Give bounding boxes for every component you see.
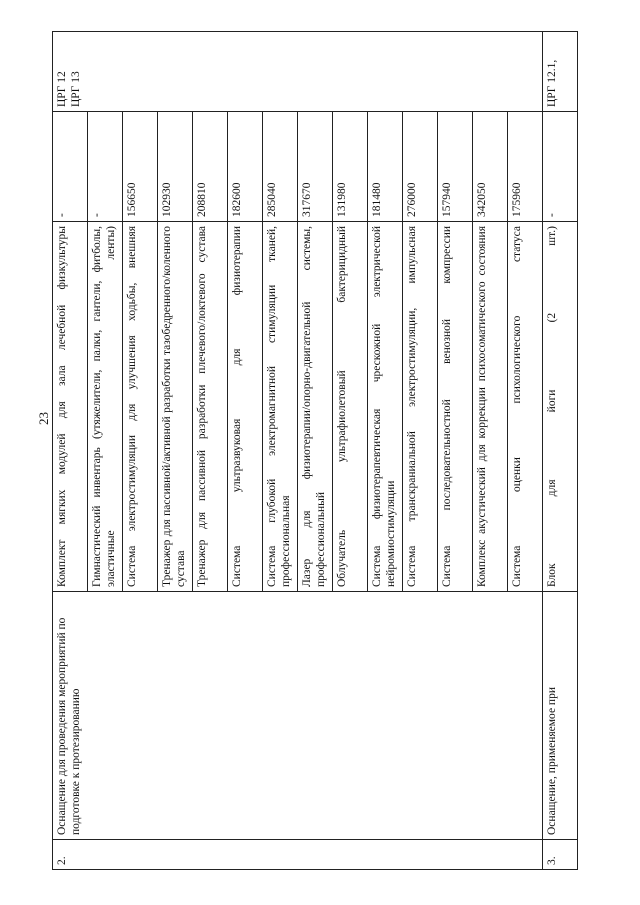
equipment-value: 181480: [368, 112, 403, 222]
equipment-value: 175960: [508, 112, 543, 222]
section-number: 3.: [543, 840, 578, 870]
equipment-value: 285040: [263, 112, 298, 222]
equipment-table: [52, 31, 578, 870]
equipment-value: 208810: [193, 112, 228, 222]
equipment-name: Лазер для физиотерапии/опорно-двигательной системы, профессиональный: [298, 222, 333, 592]
equipment-name: Гимнастический инвентарь (утяжелители, палки, гантели, фитболы, эластичные ленты): [88, 222, 123, 592]
equipment-value: -: [53, 112, 88, 222]
page-number: 23: [36, 412, 51, 425]
equipment-value: 182600: [228, 112, 263, 222]
equipment-name: Блок для йоги (2 шт.): [543, 222, 578, 592]
equipment-name: Облучатель ультрафиолетовый бактерицидный: [333, 222, 368, 592]
equipment-name: Комплекс акустический для коррекции психосоматического состояния: [473, 222, 508, 592]
equipment-name: Комплект мягких модулей для зала лечебной физкультуры: [53, 222, 88, 592]
equipment-value: 156650: [123, 112, 158, 222]
equipment-value: -: [88, 112, 123, 222]
section-number: 2.: [53, 840, 543, 870]
table-row: [53, 32, 88, 870]
equipment-name: Система электростимуляции для улучшения ходьбы, внешняя: [123, 222, 158, 592]
section-title: Оснащение, применяемое при: [543, 592, 578, 840]
equipment-value: 342050: [473, 112, 508, 222]
equipment-name: Система последовательностной венозной компрессии: [438, 222, 473, 592]
rotated-page: [52, 32, 584, 870]
equipment-name: Система ультразвуковая для физиотерапии: [228, 222, 263, 592]
table-row: [543, 32, 578, 870]
equipment-name: Тренажер для пассивной/активной разработки тазобедренного/коленного сустава: [158, 222, 193, 592]
equipment-value: 317670: [298, 112, 333, 222]
equipment-value: -: [543, 112, 578, 222]
equipment-value: 131980: [333, 112, 368, 222]
equipment-value: 276000: [403, 112, 438, 222]
equipment-value: 102930: [158, 112, 193, 222]
equipment-name: Система оценки психологического статуса: [508, 222, 543, 592]
equipment-name: Тренажер для пассивной разработки плечевого/локтевого сустава: [193, 222, 228, 592]
equipment-name: Система глубокой электромагнитной стимуляции тканей, профессиональная: [263, 222, 298, 592]
section-title: Оснащение для проведения мероприятий по подготовке к протезированию: [53, 592, 543, 840]
equipment-value: 157940: [438, 112, 473, 222]
equipment-name: Система физиотерапевтическая чрескожной электрической нейромиостимуляции: [368, 222, 403, 592]
equipment-name: Система транскраниальной электростимуляции, импульсная: [403, 222, 438, 592]
section-codes: ЦРГ 12.1,: [543, 32, 578, 112]
section-codes: ЦРГ 12 ЦРГ 13: [53, 32, 543, 112]
